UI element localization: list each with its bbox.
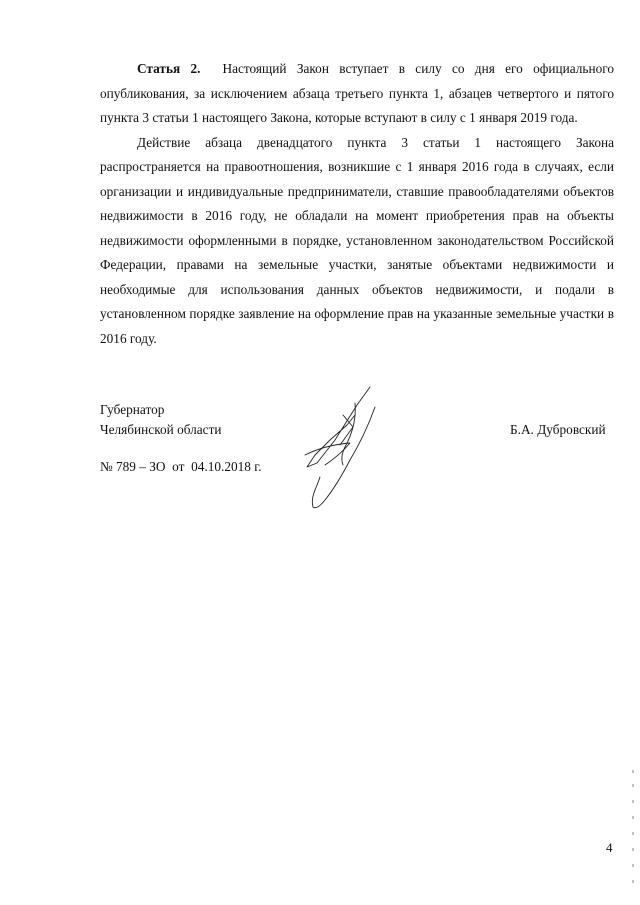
article-2-paragraph-1-text: Настоящий Закон вступает в силу со дня его официального опубликования, за исключением абзаца третьего пункта 1, абзацев четвертого и пятого пункта 3 статьи 1 настоящего Закона, которые вступают в силу с 1 января 2019 года. — [100, 61, 614, 125]
signatory-title-line-1: Губернатор — [100, 402, 165, 417]
signatory-name: Б.А. Дубровский — [510, 422, 606, 437]
signatory-title — [100, 400, 222, 440]
article-2-paragraph-1 — [100, 57, 614, 131]
article-2 — [100, 57, 614, 351]
article-2-paragraph-2: Действие абзаца двенадцатого пункта 3 статьи 1 настоящего Закона распространяется на правоотношения, возникшие с 1 января 2016 года в случаях, если организации и индивидуальные предприниматели, ставшие правообладателями объектов недвижимости в 2016 году, не обладали на момент приобретения прав на объекты недвижимости оформленными в порядке, установленном законодательством Российской Федерации, правами на земельные участки, занятые объектами недвижимости и необходимые для использования данных объектов недвижимости, и подали в установленном порядке заявление на оформление прав на указанные земельные участки в 2016 году. — [100, 134, 614, 346]
handwritten-signature — [295, 385, 385, 515]
margin-scan-marks — [631, 770, 635, 890]
page-number: 4 — [606, 840, 613, 855]
article-label: Статья 2. — [137, 61, 201, 76]
registration-number: № 789 – ЗО от 04.10.2018 г. — [100, 459, 262, 474]
signatory-title-line-2: Челябинской области — [100, 422, 222, 437]
